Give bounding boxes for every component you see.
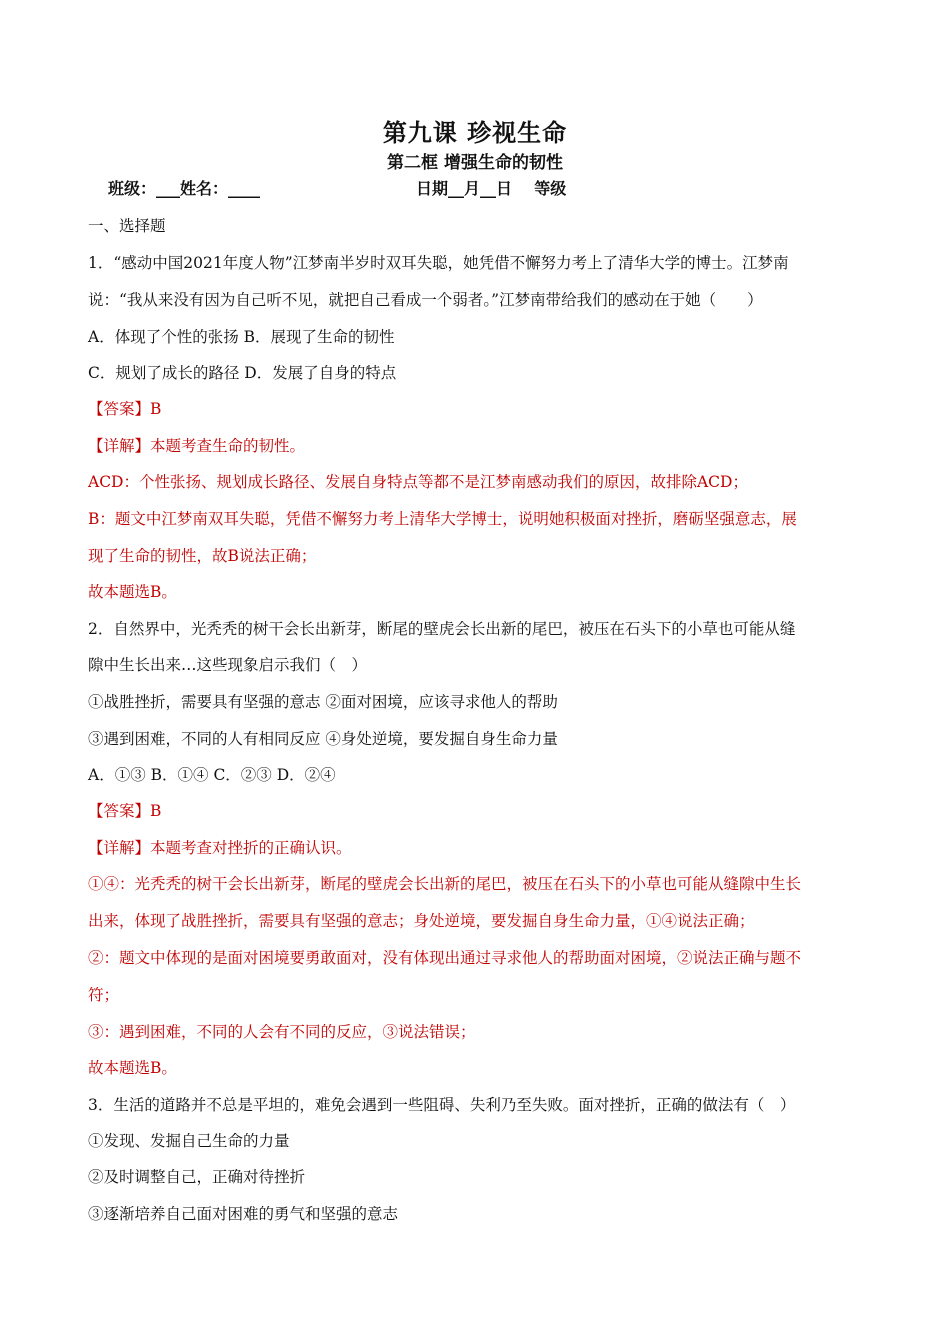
q1-stem-line-1: 1．“感动中国2021年度人物”江梦南半岁时双耳失聪，她凭借不懈努力考上了清华大学的博士。江梦南 — [88, 254, 789, 272]
page-title: 第九课 珍视生命 — [382, 118, 568, 147]
q3-stem: 3．生活的道路并不总是平坦的，难免会遇到一些阻碍、失利乃至失败。面对挫折，正确的做法有（ ） — [88, 1096, 796, 1114]
q2-stem-line-2: 隙中生长出来…这些现象启示我们（ ） — [88, 656, 368, 674]
q1-explanation-2: B：题文中江梦南双耳失聪，凭借不懈努力考上清华大学博士，说明她积极面对挫折，磨砺坚强意志，展 — [88, 510, 797, 528]
detail-tag: 【详解】 — [88, 839, 151, 857]
q2-answer — [88, 799, 161, 821]
q3-item-1: ①发现、发掘自己生命的力量 — [88, 1132, 290, 1150]
q1-options-cd: C．规划了成长的路径 D．发展了自身的特点 — [88, 364, 397, 382]
q1-detail — [88, 434, 305, 456]
detail-text: 本题考查对挫折的正确认识。 — [150, 839, 352, 857]
q2-stem-line-1: 2．自然界中，光秃秃的树干会长出新芽，断尾的壁虎会长出新的尾巴，被压在石头下的小草也可能从缝 — [88, 620, 796, 638]
q1-explanation-1: ACD：个性张扬、规划成长路径、发展自身特点等都不是江梦南感动我们的原因，故排除ACD； — [88, 473, 748, 491]
answer-value: B — [150, 802, 162, 820]
q1-options-ab: A．体现了个性的张扬 B．展现了生命的韧性 — [88, 328, 395, 346]
q2-detail — [88, 836, 352, 858]
class-name-field: 班级：___姓名：____ — [108, 179, 261, 198]
q2-options: A．①③ B．①④ C．②③ D．②④ — [88, 766, 336, 784]
answer-tag: 【答案】 — [88, 802, 151, 820]
answer-value: B — [150, 400, 162, 418]
q1-stem-line-2: 说：“我从来没有因为自己听不见，就把自己看成一个弱者。”江梦南带给我们的感动在于她（ ） — [88, 291, 763, 309]
answer-tag: 【答案】 — [88, 400, 151, 418]
q2-explanation-4: 符； — [88, 986, 120, 1004]
q2-items-1-2: ①战胜挫折，需要具有坚强的意志 ②面对困境，应该寻求他人的帮助 — [88, 693, 558, 711]
q1-explanation-3: 现了生命的韧性，故B说法正确； — [88, 547, 317, 565]
date-grade-field: 日期__月__日 等级 — [416, 179, 567, 198]
q3-item-3: ③逐渐培养自己面对困难的勇气和坚强的意志 — [88, 1205, 399, 1223]
section-heading: 一、选择题 — [88, 217, 166, 235]
q1-answer — [88, 397, 161, 419]
q2-explanation-5: ③：遇到困难，不同的人会有不同的反应，③说法错误； — [88, 1023, 476, 1041]
detail-tag: 【详解】 — [88, 437, 151, 455]
q2-items-3-4: ③遇到困难，不同的人有相同反应 ④身处逆境，要发掘自身生命力量 — [88, 730, 558, 748]
detail-text: 本题考查生命的韧性。 — [150, 437, 306, 455]
q1-conclusion: 故本题选B。 — [88, 583, 177, 601]
q2-conclusion: 故本题选B。 — [88, 1059, 177, 1077]
page-subtitle: 第二框 增强生命的韧性 — [387, 153, 563, 173]
q3-item-2: ②及时调整自己，正确对待挫折 — [88, 1168, 306, 1186]
q2-explanation-2: 出来，体现了战胜挫折，需要具有坚强的意志；身处逆境，要发掘自身生命力量，①④说法正确； — [88, 912, 755, 930]
q2-explanation-3: ②：题文中体现的是面对困境要勇敢面对，没有体现出通过寻求他人的帮助面对困境，②说法正确与题不 — [88, 949, 802, 967]
q2-explanation-1: ①④：光秃秃的树干会长出新芽，断尾的壁虎会长出新的尾巴，被压在石头下的小草也可能从缝隙中生长 — [88, 875, 802, 893]
